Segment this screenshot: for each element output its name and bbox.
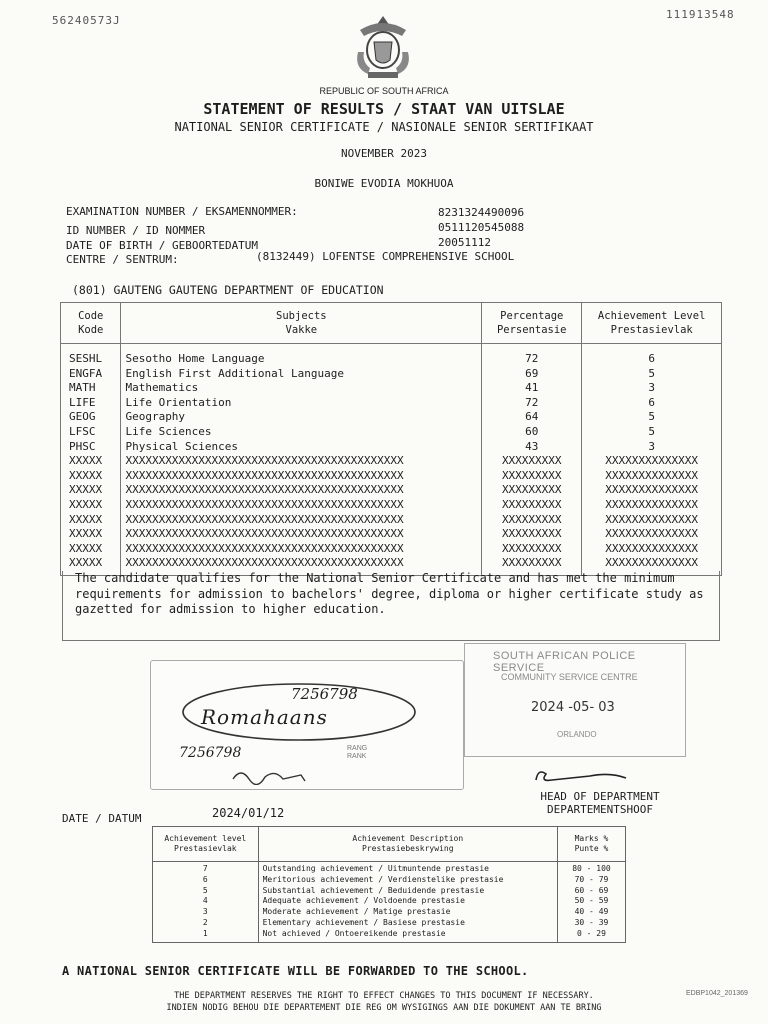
head-signature-icon [530,766,630,788]
subject-code: LIFE [69,395,96,409]
form-code: EDBP1042_201369 [686,990,748,997]
subject-code: LFSC [69,424,96,438]
dob-label: DATE OF BIRTH / GEBOORTEDATUM [66,239,259,252]
candidate-name: BONIWE EVODIA MOKHUOA [314,177,454,190]
subject-level: XXXXXXXXXXXXXX [605,527,699,541]
subject-name: Geography [125,410,186,424]
subject-code: MATH [69,381,96,395]
key-level: 1 [202,928,208,938]
key-description-column [258,862,557,943]
head-of-department [520,790,680,816]
subject-name: XXXXXXXXXXXXXXXXXXXXXXXXXXXXXXXXXXXXXXXXXX [125,512,404,526]
qualification-statement: The candidate qualifies for the National Senior Certificate and has met the minimum requirements for admission to bachelors' degree, diploma or higher certificate study as gazetted for admission to higher education. [62,571,720,641]
subject-percentage: 41 [525,381,539,395]
subject-percentage: 72 [525,395,539,409]
subject-percentage: 69 [525,366,539,380]
subject-code: XXXXX [69,468,103,482]
stamp-rank-label-en: RANK [347,753,367,760]
subject-level: XXXXXXXXXXXXXX [605,483,699,497]
centre-label: CENTRE / SENTRUM: [66,253,179,266]
subject-percentage: XXXXXXXXX [501,454,562,468]
subject-code: ENGFA [69,366,103,380]
id-number-label: ID NUMBER / ID NOMMER [66,224,206,237]
subject-code: XXXXX [69,497,103,511]
key-header-description: Achievement Description Prestasiebeskrywing [258,827,557,862]
key-description: Elementary achievement / Basiese prestasie [262,917,465,927]
key-header-row [153,827,626,862]
key-level: 6 [202,874,208,884]
code-column [61,344,121,576]
achievement-key-table [152,826,626,943]
header-percentage: Percentage Persentasie [482,303,582,344]
subject-level: 6 [648,352,655,365]
police-stamp-date: 2024 -05- 03 [531,700,615,715]
key-description: Not achieved / Ontoereikende prestasie [262,928,446,938]
subject-name: XXXXXXXXXXXXXXXXXXXXXXXXXXXXXXXXXXXXXXXXXX [125,468,404,482]
key-level: 3 [202,907,208,917]
subject-name: Mathematics [125,381,199,395]
police-place-label: ORLANDO [557,730,597,739]
subject-level: XXXXXXXXXXXXXX [605,468,699,482]
subject-level: 5 [648,410,655,424]
results-header-row [61,303,722,344]
subject-name: Life Sciences [125,424,212,438]
key-description: Substantial achievement / Beduidende prestasie [262,885,485,895]
key-level: 4 [202,896,208,906]
subject-percentage: 60 [525,424,539,438]
subject-name: Physical Sciences [125,439,239,453]
police-stamp [464,643,686,757]
key-level-column [153,862,259,943]
document-subtitle: NATIONAL SENIOR CERTIFICATE / NASIONALE SENIOR SERTIFIKAAT [174,120,594,134]
subject-percentage: 43 [525,439,539,453]
centre-value: (8132449) LOFENTSE COMPREHENSIVE SCHOOL [256,250,515,263]
subject-name: Sesotho Home Language [125,352,265,365]
subject-code: XXXXX [69,454,103,468]
key-level: 5 [202,885,208,895]
subject-name: XXXXXXXXXXXXXXXXXXXXXXXXXXXXXXXXXXXXXXXXXX [125,527,404,541]
key-marks: 60 - 69 [574,885,609,895]
key-header-level: Achievement level Prestasievlak [153,827,259,862]
key-marks: 70 - 79 [574,874,609,884]
subject-level: 6 [648,395,655,409]
key-body [153,862,626,943]
stamp-rank-label: RANG [347,745,368,752]
subject-name: XXXXXXXXXXXXXXXXXXXXXXXXXXXXXXXXXXXXXXXXXX [125,497,404,511]
subject-level: 3 [648,439,655,453]
republic-label: REPUBLIC OF SOUTH AFRICA [319,86,449,96]
subject-percentage: XXXXXXXXX [501,512,562,526]
subject-code: PHSC [69,439,96,453]
key-marks: 40 - 49 [574,907,609,917]
level-column [582,344,722,576]
subject-percentage: 64 [525,410,539,424]
results-body [61,344,722,576]
exam-session: NOVEMBER 2023 [340,147,428,160]
header-subjects: Subjects Vakke [121,303,482,344]
subject-code: XXXXX [69,512,103,526]
document-title: STATEMENT OF RESULTS / STAAT VAN UITSLAE [203,100,565,118]
subject-code: XXXXX [69,483,103,497]
subject-percentage: XXXXXXXXX [501,527,562,541]
key-marks: 50 - 59 [574,896,609,906]
key-description: Adequate achievement / Voldoende prestasie [262,896,465,906]
dob-value: 20051112 [438,236,491,249]
subject-code: XXXXX [69,541,103,555]
subject-level: XXXXXXXXXXXXXX [605,556,699,570]
serial-number-left: 56240573J [52,14,121,27]
subject-name: XXXXXXXXXXXXXXXXXXXXXXXXXXXXXXXXXXXXXXXXXX [125,541,404,555]
serial-number-right: 111913548 [666,8,735,21]
subject-percentage: XXXXXXXXX [501,541,562,555]
subject-name: XXXXXXXXXXXXXXXXXXXXXXXXXXXXXXXXXXXXXXXXXX [125,483,404,497]
key-description: Moderate achievement / Matige prestasie [262,907,451,917]
disclaimer-afrikaans: INDIEN NODIG BEHOU DIE DEPARTEMENT DIE REG OM WYSIGINGS AAN DIE DOKUMENT AAN TE BRING [166,1003,602,1013]
subject-name: English First Additional Language [125,366,344,380]
date-label: DATE / DATUM [62,812,142,825]
key-marks: 0 - 29 [577,928,606,938]
department-name: (801) GAUTENG GAUTENG DEPARTMENT OF EDUCATION [72,283,384,297]
subject-percentage: XXXXXXXXX [501,468,562,482]
signature-scribble-icon [231,765,351,785]
header-achievement-level: Achievement Level Prestasievlak [582,303,722,344]
key-header-marks: Marks % Punte % [557,827,625,862]
police-service-label: SOUTH AFRICAN POLICE SERVICE [493,650,636,674]
subject-level: XXXXXXXXXXXXXX [605,512,699,526]
subject-level: XXXXXXXXXXXXXX [605,454,699,468]
subject-name: XXXXXXXXXXXXXXXXXXXXXXXXXXXXXXXXXXXXXXXXXX [125,454,404,468]
subject-percentage: XXXXXXXXX [501,483,562,497]
subject-level: 5 [648,366,655,380]
subject-percentage: XXXXXXXXX [501,497,562,511]
stamp-number-top: 7256798 [291,685,358,703]
stamp-signature: Romahaans [201,705,328,729]
subject-code: SESHL [69,352,103,365]
header-code: Code Kode [61,303,121,344]
subject-name: Life Orientation [125,395,232,409]
key-marks: 30 - 39 [574,917,609,927]
subject-level: 3 [648,381,655,395]
date-value: 2024/01/12 [212,806,285,820]
key-level: 2 [202,917,208,927]
disclaimer-english: THE DEPARTMENT RESERVES THE RIGHT TO EFFECT CHANGES TO THIS DOCUMENT IF NECESSARY. [174,991,594,1001]
subject-percentage: 72 [525,352,539,365]
subject-code: XXXXX [69,527,103,541]
subject-code: GEOG [69,410,96,424]
key-level: 7 [202,864,208,873]
subject-name: XXXXXXXXXXXXXXXXXXXXXXXXXXXXXXXXXXXXXXXXXX [125,556,404,570]
percentage-column [482,344,582,576]
key-marks-column [557,862,625,943]
certification-stamp [150,660,464,790]
results-table [60,302,722,576]
head-label-en: HEAD OF DEPARTMENT [540,790,660,803]
forward-notice: A NATIONAL SENIOR CERTIFICATE WILL BE FORWARDED TO THE SCHOOL. [62,964,529,978]
key-description: Outstanding achievement / Uitmuntende prestasie [262,864,489,873]
subject-percentage: XXXXXXXXX [501,556,562,570]
subject-code: XXXXX [69,556,103,570]
subject-column [121,344,482,576]
head-label-af: DEPARTEMENTSHOOF [547,803,653,816]
stamp-number-bottom: 7256798 [179,745,242,761]
subject-level: XXXXXXXXXXXXXX [605,541,699,555]
exam-number-label: EXAMINATION NUMBER / EKSAMENNOMMER: [66,205,298,218]
coat-of-arms-icon [350,12,416,82]
id-number-value: 0511120545088 [438,221,525,234]
subject-level: 5 [648,424,655,438]
subject-level: XXXXXXXXXXXXXX [605,497,699,511]
exam-number-value: 8231324490096 [438,206,525,219]
key-marks: 80 - 100 [572,864,611,873]
police-centre-label: COMMUNITY SERVICE CENTRE [501,672,638,682]
key-description: Meritorious achievement / Verdienstelike prestasie [262,874,504,884]
